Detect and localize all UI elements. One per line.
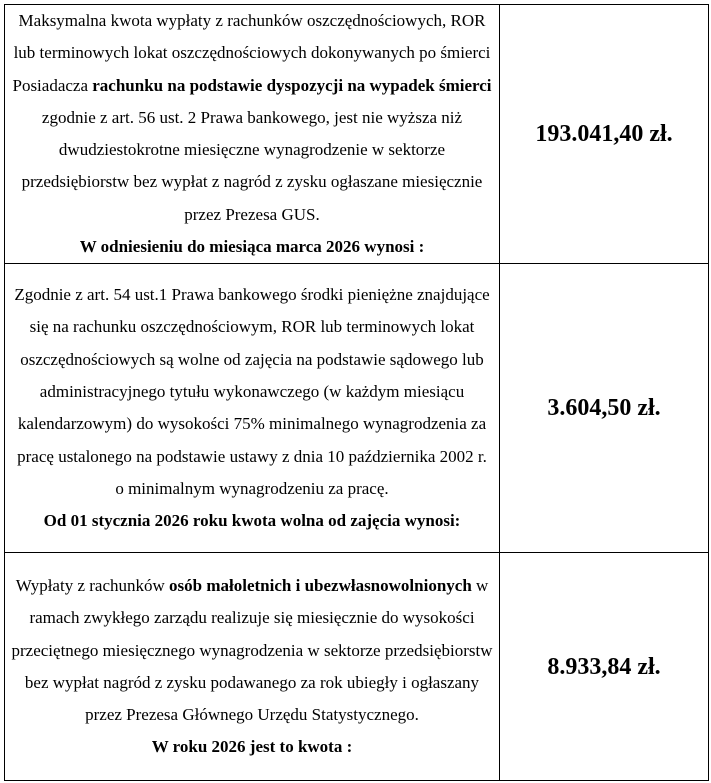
description-text: zgodnie z art. 56 ust. 2 Prawa bankowego, jest nie wyższa niż dwudziestokrotne miesięczne wynagrodzenie w sektorze przedsiębiorstw bez wypłat z nagród z zysku ogłaszane miesięcznie przez Prezesa GUS. xyxy=(21,107,483,224)
limits-table xyxy=(4,4,709,781)
description-text: w ramach zwykłego zarządu realizuje się miesięcznie do wysokości przeciętnego miesięcznego wynagrodzenia w sektorze przedsiębiorstw bez wypłat nagród z zysku podawanego za rok ubiegły i ogłaszany przez Prezesa Głównego Urzędu Statystycznego. xyxy=(11,575,493,725)
description-bold-text: osób małoletnich i ubezwłasnowolnionych xyxy=(169,575,472,595)
description-text: Maksymalna kwota wypłaty z rachunków oszczędnościowych, ROR lub terminowych lokat oszczędnościowych dokonywanych po śmierci Posiadacza xyxy=(12,11,491,95)
table-row xyxy=(5,5,709,264)
table-row xyxy=(5,264,709,553)
amount-cell: 3.604,50 zł. xyxy=(500,264,709,553)
description-text: Zgodnie z art. 54 ust.1 Prawa bankowego środki pieniężne znajdujące się na rachunku oszczędnościowym, ROR lub terminowych lokat oszczędnościowych są wolne od zajęcia na podstawie sądowego lub administracyjnego tytułu wykonawczego (w każdym miesiącu kalendarzowym) do wysokości 75% minimalnego wynagrodzenia za pracę ustalonego na podstawie ustawy z dnia 10 października 2002 r. o minimalnym wynagrodzeniu za pracę. xyxy=(14,285,490,498)
amount-cell: 193.041,40 zł. xyxy=(500,5,709,264)
description-bold-text: rachunku na podstawie dyspozycji na wypadek śmierci xyxy=(92,75,492,95)
emphasis-line: W odniesieniu do miesiąca marca 2026 wynosi : xyxy=(79,237,425,257)
description-cell xyxy=(5,264,500,553)
emphasis-line: W roku 2026 jest to kwota : xyxy=(151,737,353,757)
description-text: Wypłaty z rachunków xyxy=(15,575,170,595)
table-row xyxy=(5,553,709,781)
amount-cell: 8.933,84 zł. xyxy=(500,553,709,781)
description-cell xyxy=(5,5,500,264)
emphasis-line: Od 01 stycznia 2026 roku kwota wolna od zajęcia wynosi: xyxy=(43,511,461,531)
description-cell xyxy=(5,553,500,781)
